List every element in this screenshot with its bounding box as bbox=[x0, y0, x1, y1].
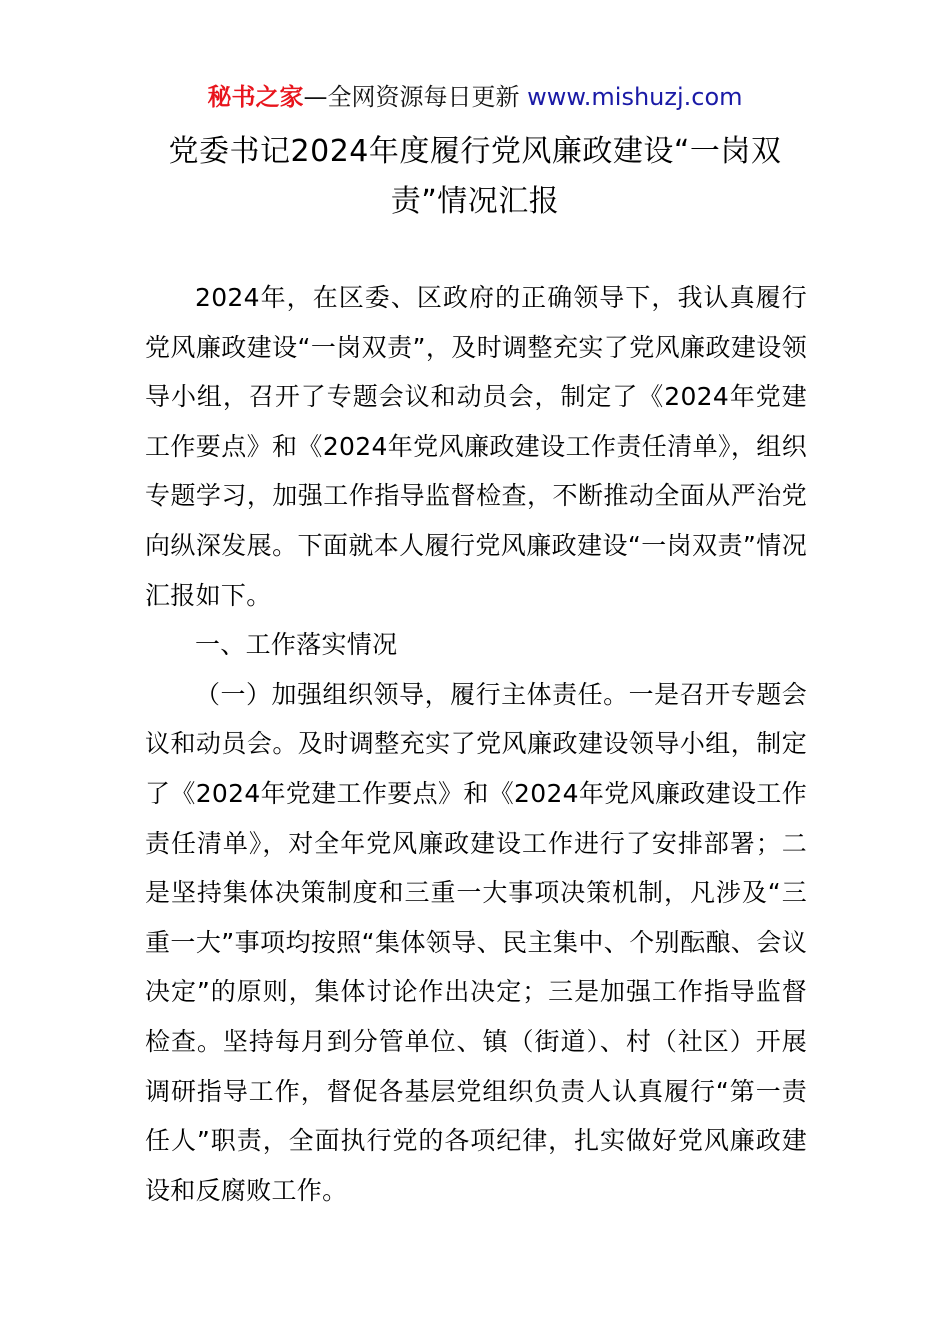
section-heading: 一、工作落实情况 bbox=[195, 630, 398, 660]
site-url-link[interactable]: www.mishuzj.com bbox=[527, 83, 743, 111]
brand-name: 秘书之家 bbox=[207, 83, 304, 111]
paragraph-organization: （一）加强组织领导，履行主体责任。一是召开专题会议和动员会。及时调整充实了党风廉政建设领导小组，制定了《2024年党建工作要点》和《2024年党风廉政建设工作责任清单》，对全年党风廉政建设工作进行了安排部署；二是坚持集体决策制度和三重一大事项决策机制，凡涉及“三重一大”事项均按照“集体领导、民主集中、个别酝酿、会议决定”的原则，集体讨论作出决定；三是加强工作指导监督检查。坚持每月到分管单位、镇（街道）、村（社区）开展调研指导工作，督促各基层党组织负责人认真履行“第一责任人”职责，全面执行党的各项纪律，扎实做好党风廉政建设和反腐败工作。 bbox=[145, 679, 807, 1205]
paragraph-intro: 2024年，在区委、区政府的正确领导下，我认真履行党风廉政建设“一岗双责”，及时调整充实了党风廉政建设领导小组，召开了专题会议和动员会，制定了《2024年党建工作要点》和《2024年党风廉政建设工作责任清单》，组织专题学习，加强工作指导监督检查，不断推动全面从严治党向纵深发展。下面就本人履行党风廉政建设“一岗双责”情况汇报如下。 bbox=[145, 283, 807, 610]
document-body bbox=[145, 273, 807, 1215]
site-header bbox=[0, 80, 950, 114]
header-tagline: —全网资源每日更新 bbox=[303, 83, 520, 111]
document-title: 党委书记2024年度履行党风廉政建设“一岗双责”情况汇报 bbox=[168, 134, 782, 219]
